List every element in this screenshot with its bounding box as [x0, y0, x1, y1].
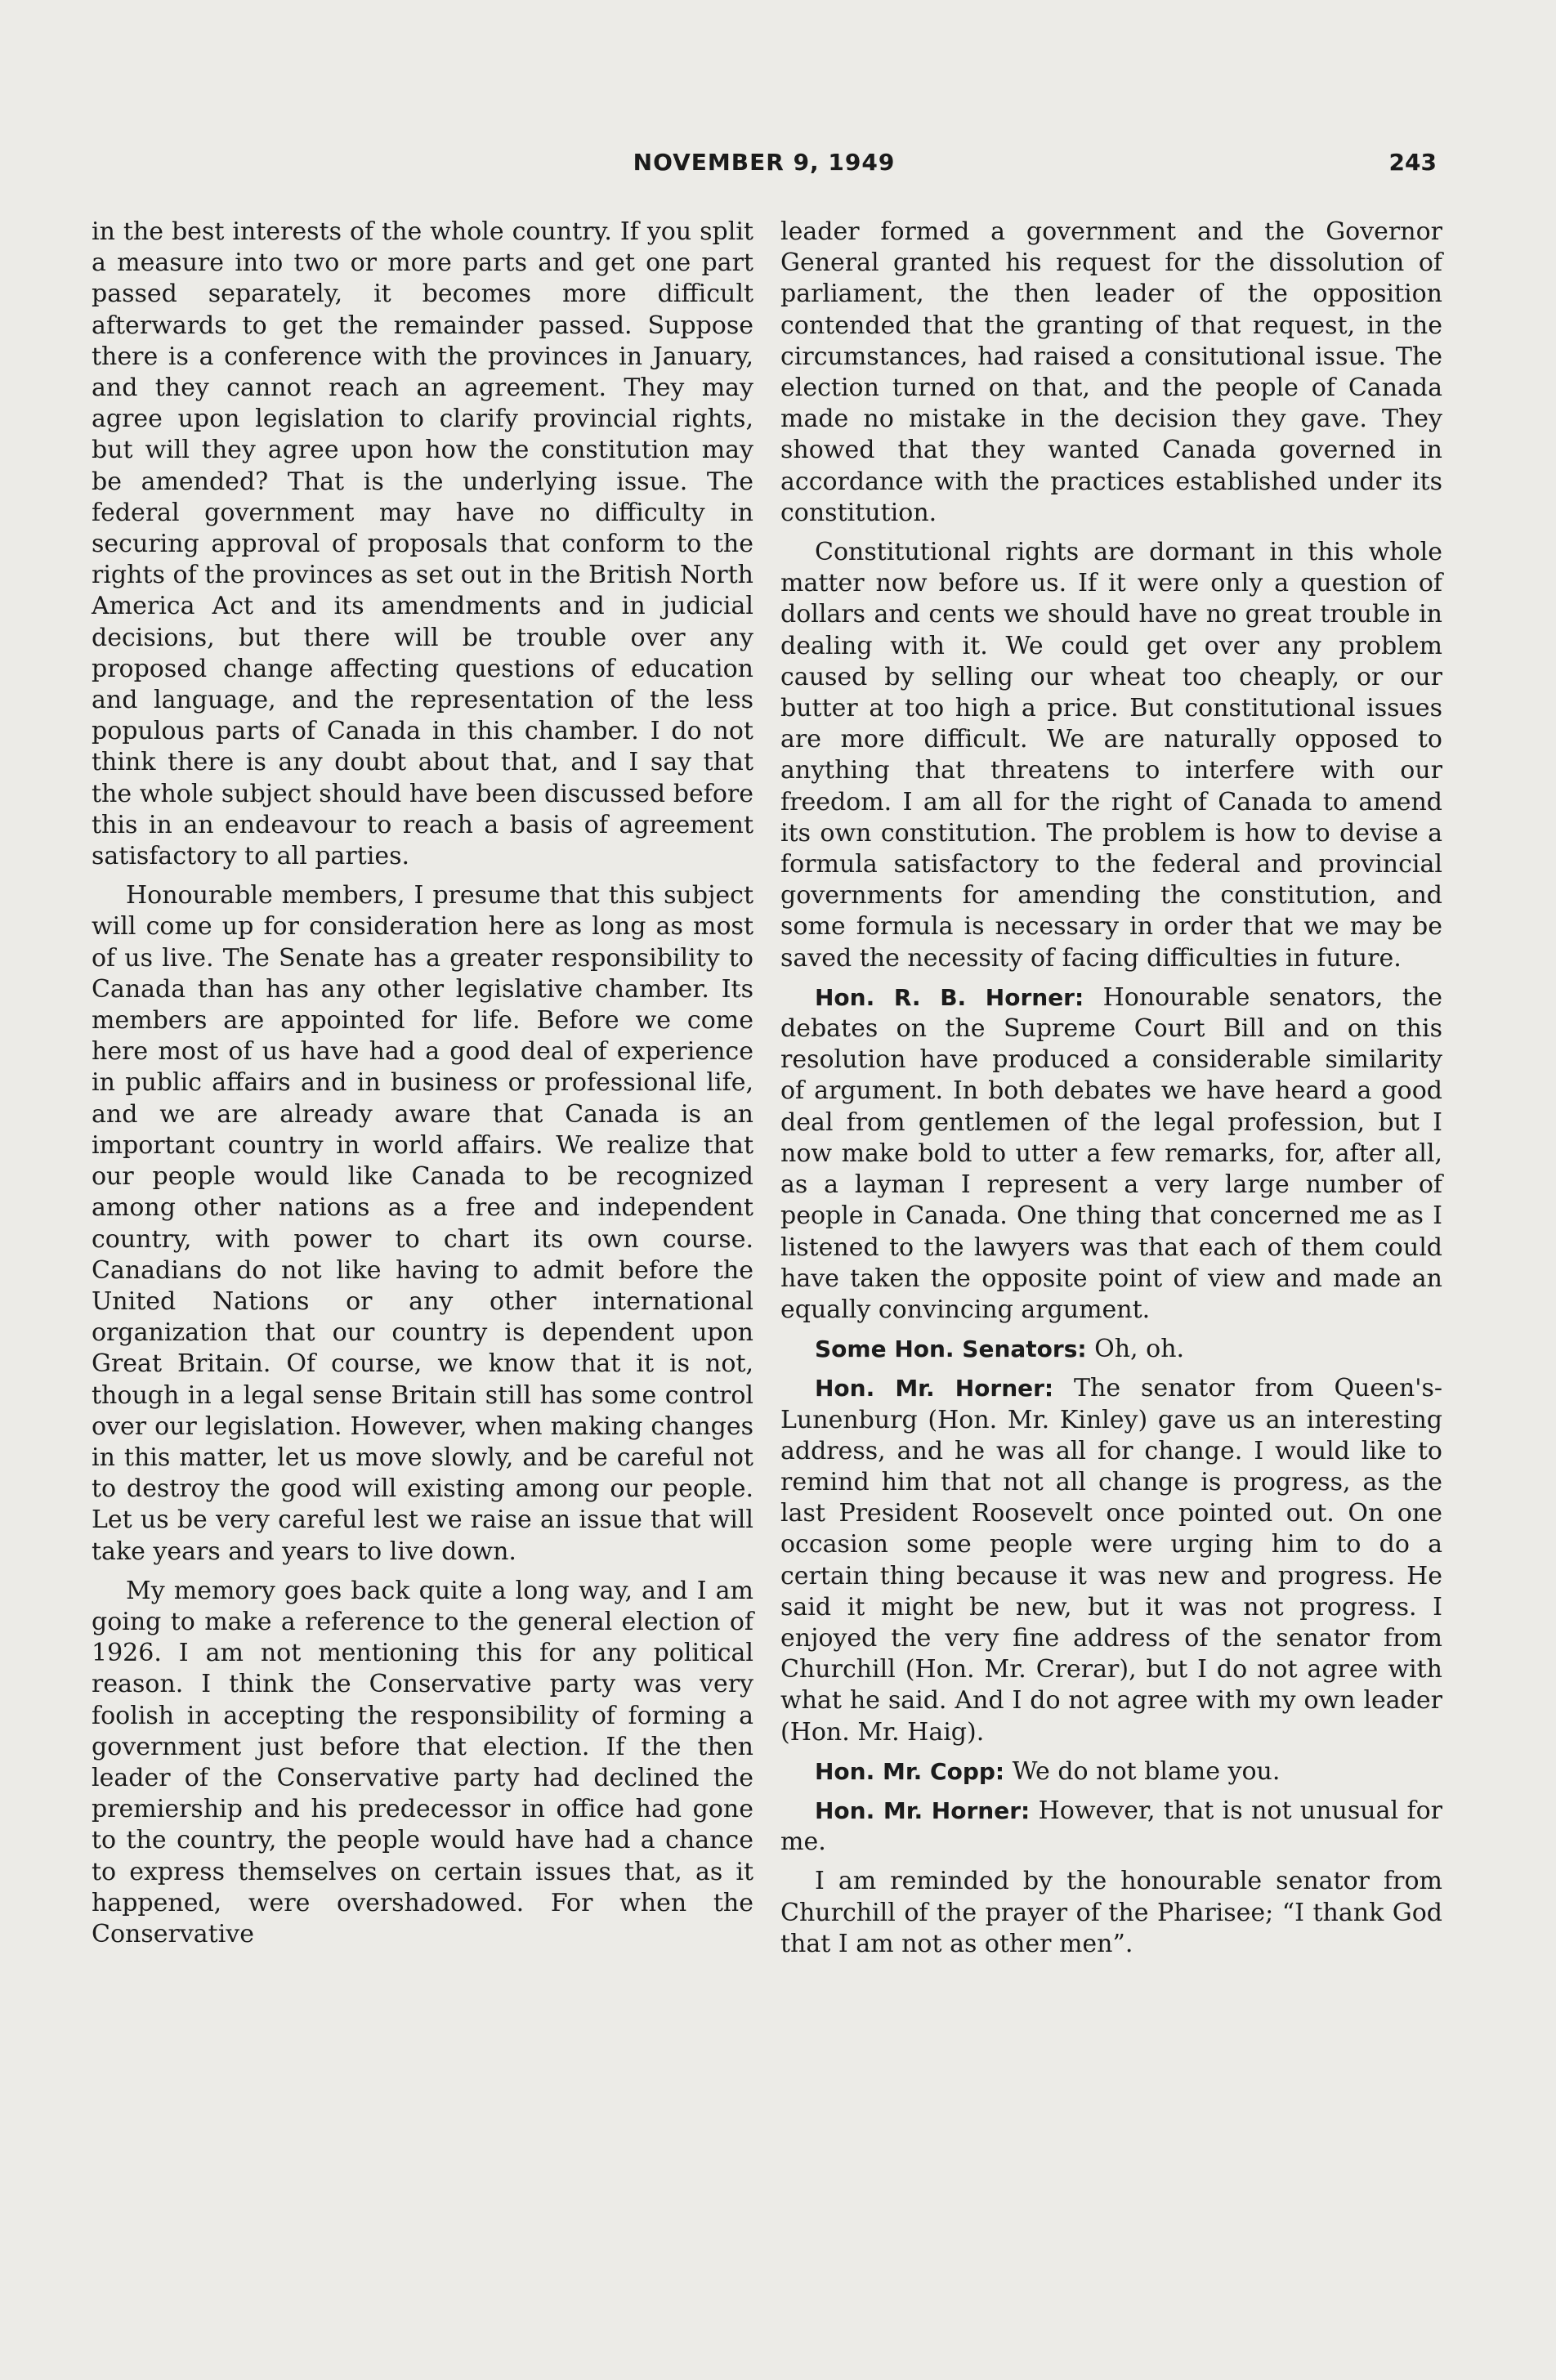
left-column: [92, 217, 753, 1958]
paragraph: Constitutional rights are dormant in this whole matter now before us. If it were only a question of dollars and cents we should have no great trouble in dealing with it. We could get over any problem caused by selling our wheat too cheaply, or our butter at too high a price. But constitutional issues are more difficult. We are naturally opposed to anything that threatens to interfere with our freedom. I am all for the right of Canada to amend its own constitution. The problem is how to devise a formula satisfactory to the federal and provincial governments for amending the constitution, and some formula is necessary in order that we may be saved the necessity of facing difficulties in future.: [780, 538, 1442, 973]
speech-paragraph: [780, 1334, 1442, 1365]
speaker-name: Hon. Mr. Horner:: [815, 1796, 1031, 1824]
speech-paragraph: [780, 1796, 1442, 1858]
speaker-name: Some Hon. Senators:: [815, 1335, 1087, 1363]
speech-text: However, that is not unusual for me.: [780, 1796, 1442, 1857]
paragraph: Honourable members, I presume that this subject will come up for consideration here as long as most of us live. The Senate has a greater responsibility to Canada than has any other legislative chamber. Its members are appointed for life. Before we come here most of us have had a good deal of experience in public affairs and in business or professional life, and we are already aware that Canada is an important country in world affairs. We realize that our people would like Canada to be recognized among other nations as a free and independent country, with power to chart its own course. Canadians do not like having to admit before the United Nations or any other international organization that our country is dependent upon Great Britain. Of course, we know that it is not, though in a legal sense Britain still has some control over our legislation. However, when making changes in this matter, let us move slowly, and be careful not to destroy the good will existing among our people. Let us be very careful lest we raise an issue that will take years and years to live down.: [92, 881, 753, 1566]
page-date: NOVEMBER 9, 1949: [633, 149, 896, 176]
page-number: 243: [1388, 149, 1437, 176]
speech-paragraph: [780, 1373, 1442, 1747]
speaker-name: Hon. Mr. Horner:: [815, 1375, 1054, 1402]
paragraph: My memory goes back quite a long way, and I am going to make a reference to the general election of 1926. I am not mentioning this for any political reason. I think the Conservative party was very foolish in accepting the responsibility of forming a government just before that election. If the then leader of the Conservative party had declined the premiership and his predecessor in office had gone to the country, the people would have had a chance to express themselves on certain issues that, as it happened, were overshadowed. For when the Conservative: [92, 1576, 753, 1948]
paragraph: leader formed a government and the Governor General granted his request for the dissolution of parliament, the then leader of the opposition contended that the granting of that request, in the circumstances, had raised a consitutional issue. The election turned on that, and the people of Canada made no mistake in the decision they gave. They showed that they wanted Canada governed in accordance with the practices established under its constitution.: [780, 217, 1442, 527]
paragraph: in the best interests of the whole country. If you split a measure into two or more parts and get one part passed separately, it becomes more difficult afterwards to get the remainder passed. Suppose there is a conference with the provinces in January, and they cannot reach an agreement. They may agree upon legislation to clarify provincial rights, but will they agree upon how the constitution may be amended? That is the underlying issue. The federal government may have no difficulty in securing approval of proposals that conform to the rights of the provinces as set out in the British North America Act and its amendments and in judicial decisions, but there will be trouble over any proposed change affecting questions of education and language, and the representation of the less populous parts of Canada in this chamber. I do not think there is any doubt about that, and I say that the whole subject should have been discussed before this in an endeavour to reach a basis of agreement satisfactory to all parties.: [92, 217, 753, 871]
right-column: [780, 217, 1442, 1968]
speech-text: Oh, oh.: [1094, 1335, 1185, 1364]
page-header: [92, 149, 1437, 190]
speech-text: Honourable senators, the debates on the Supreme Court Bill and on this resolution have produced a considerable similarity of argument. In both debates we have heard a good deal from gentlemen of the legal profession, but I now make bold to utter a few remarks, for, after all, as a layman I represent a very large number of people in Canada. One thing that concerned me as I listened to the lawyers was that each of them could have taken the opposite point of view and made an equally convincing argument.: [780, 982, 1442, 1324]
speech-text: We do not blame you.: [1012, 1756, 1281, 1786]
speech-paragraph: [780, 1756, 1442, 1787]
paragraph: I am reminded by the honourable senator from Churchill of the prayer of the Pharisee; “I thank God that I am not as other men”.: [780, 1867, 1442, 1958]
speaker-name: Hon. R. B. Horner:: [815, 983, 1084, 1011]
speech-text: The senator from Queen's-Lunenburg (Hon. Mr. Kinley) gave us an interesting address, and he was all for change. I would like to remind him that not all change is progress, as the last President Roosevelt once pointed out. On one occasion some people were urging him to do a certain thing because it was new and progress. He said it might be new, but it was not progress. I enjoyed the very fine address of the senator from Churchill (Hon. Mr. Crerar), but I do not agree with what he said. And I do not agree with my own leader (Hon. Mr. Haig).: [780, 1374, 1442, 1747]
speech-paragraph: [780, 982, 1442, 1326]
speaker-name: Hon. Mr. Copp:: [815, 1757, 1005, 1785]
